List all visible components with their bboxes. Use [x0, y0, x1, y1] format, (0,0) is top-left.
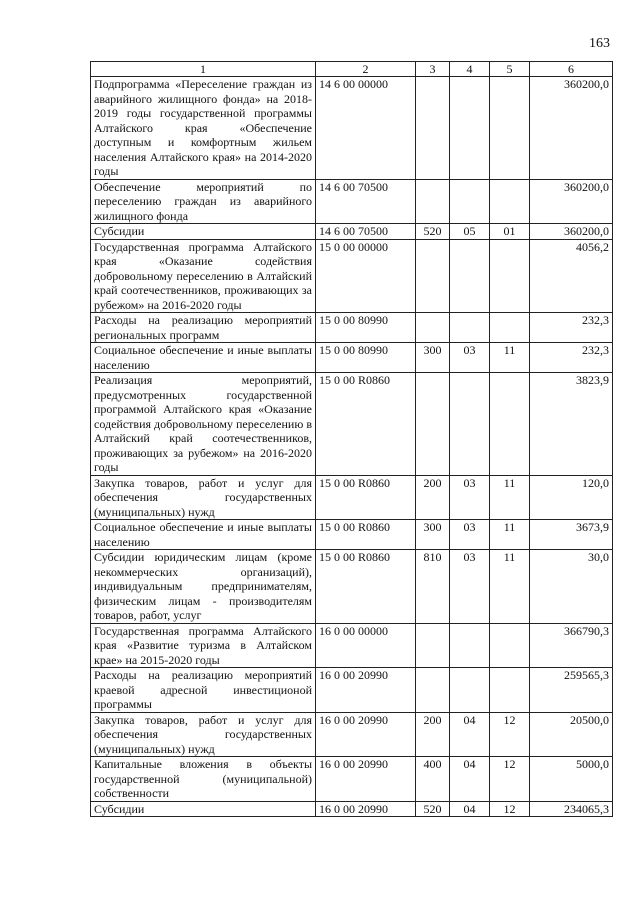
row-expense-type [416, 313, 450, 343]
row-amount: 30,0 [530, 550, 613, 624]
row-section [450, 239, 490, 313]
row-name: Субсидии [91, 801, 316, 817]
row-amount: 3823,9 [530, 373, 613, 476]
row-amount: 4056,2 [530, 239, 613, 313]
row-section: 04 [450, 712, 490, 757]
row-amount: 259565,3 [530, 668, 613, 713]
row-subsection [490, 668, 530, 713]
row-name: Закупка товаров, работ и услуг для обеспечения государственных (муниципальных) нужд [91, 475, 316, 520]
table-row [91, 550, 613, 624]
row-subsection: 11 [490, 343, 530, 373]
row-subsection: 11 [490, 550, 530, 624]
column-header-section: 4 [450, 62, 490, 77]
row-name: Социальное обеспечение и иные выплаты населению [91, 343, 316, 373]
row-section: 04 [450, 757, 490, 802]
row-expense-type [416, 179, 450, 224]
row-expense-type [416, 77, 450, 180]
row-expense-type: 200 [416, 475, 450, 520]
page-number: 163 [589, 36, 610, 51]
table-row [91, 475, 613, 520]
row-expense-type: 200 [416, 712, 450, 757]
row-subsection [490, 313, 530, 343]
row-code: 14 6 00 70500 [316, 224, 416, 240]
row-code: 15 0 00 80990 [316, 343, 416, 373]
row-name: Расходы на реализацию мероприятий краевой адресной инвестиционой программы [91, 668, 316, 713]
row-code: 14 6 00 00000 [316, 77, 416, 180]
column-header-code: 2 [316, 62, 416, 77]
row-expense-type: 810 [416, 550, 450, 624]
table-row [91, 239, 613, 313]
row-code: 16 0 00 00000 [316, 623, 416, 668]
budget-table [90, 61, 613, 817]
row-expense-type [416, 373, 450, 476]
row-section: 03 [450, 343, 490, 373]
row-code: 15 0 00 R0860 [316, 475, 416, 520]
row-subsection: 11 [490, 520, 530, 550]
row-subsection [490, 179, 530, 224]
row-amount: 360200,0 [530, 179, 613, 224]
row-name: Расходы на реализацию мероприятий региональных программ [91, 313, 316, 343]
table-row [91, 520, 613, 550]
row-code: 16 0 00 20990 [316, 801, 416, 817]
table-row [91, 623, 613, 668]
row-code: 15 0 00 80990 [316, 313, 416, 343]
row-subsection: 12 [490, 757, 530, 802]
row-amount: 360200,0 [530, 77, 613, 180]
row-subsection: 12 [490, 801, 530, 817]
row-section: 05 [450, 224, 490, 240]
column-header-amount: 6 [530, 62, 613, 77]
row-code: 15 0 00 R0860 [316, 550, 416, 624]
row-subsection [490, 373, 530, 476]
table-row [91, 757, 613, 802]
table-row [91, 373, 613, 476]
column-header-expense-type: 3 [416, 62, 450, 77]
row-expense-type: 300 [416, 520, 450, 550]
row-section [450, 313, 490, 343]
row-section [450, 179, 490, 224]
row-expense-type: 520 [416, 801, 450, 817]
table-row [91, 224, 613, 240]
row-code: 15 0 00 00000 [316, 239, 416, 313]
row-section: 04 [450, 801, 490, 817]
row-code: 16 0 00 20990 [316, 712, 416, 757]
row-amount: 120,0 [530, 475, 613, 520]
table-row [91, 712, 613, 757]
row-amount: 3673,9 [530, 520, 613, 550]
row-section [450, 77, 490, 180]
row-name: Субсидии юридическим лицам (кроме некоммерческих организаций), индивидуальным предпринимателям, физическим лицам - производителям товаров, работ, услуг [91, 550, 316, 624]
header-row [91, 62, 613, 77]
row-section [450, 668, 490, 713]
row-name: Капитальные вложения в объекты государственной (муниципальной) собственности [91, 757, 316, 802]
column-header-subsection: 5 [490, 62, 530, 77]
row-subsection [490, 239, 530, 313]
row-name: Государственная программа Алтайского края «Оказание содействия добровольному переселению в Алтайский край соотечественников, проживающих за рубежом» на 2016-2020 годы [91, 239, 316, 313]
row-code: 15 0 00 R0860 [316, 373, 416, 476]
table-row [91, 313, 613, 343]
row-name: Субсидии [91, 224, 316, 240]
row-amount: 232,3 [530, 343, 613, 373]
row-amount: 360200,0 [530, 224, 613, 240]
row-name: Социальное обеспечение и иные выплаты населению [91, 520, 316, 550]
row-name: Закупка товаров, работ и услуг для обеспечения государственных (муниципальных) нужд [91, 712, 316, 757]
row-expense-type [416, 623, 450, 668]
row-subsection [490, 77, 530, 180]
row-section: 03 [450, 520, 490, 550]
row-code: 14 6 00 70500 [316, 179, 416, 224]
row-expense-type [416, 668, 450, 713]
row-expense-type: 300 [416, 343, 450, 373]
row-expense-type: 400 [416, 757, 450, 802]
row-code: 16 0 00 20990 [316, 757, 416, 802]
row-amount: 366790,3 [530, 623, 613, 668]
row-code: 15 0 00 R0860 [316, 520, 416, 550]
row-amount: 232,3 [530, 313, 613, 343]
column-header-name: 1 [91, 62, 316, 77]
row-section [450, 623, 490, 668]
row-subsection: 01 [490, 224, 530, 240]
row-name: Государственная программа Алтайского края «Развитие туризма в Алтайском крае» на 2015-2020 годы [91, 623, 316, 668]
row-name: Обеспечение мероприятий по переселению граждан из аварийного жилищного фонда [91, 179, 316, 224]
row-amount: 5000,0 [530, 757, 613, 802]
row-name: Подпрограмма «Переселение граждан из аварийного жилищного фонда» на 2018-2019 годы государственной программы Алтайского края «Обеспечение доступным и комфортным жильем населения Алтайского края» на 2014-2020 годы [91, 77, 316, 180]
row-name: Реализация мероприятий, предусмотренных государственной программой Алтайского края «Оказание содействия добровольному переселению в Алтайский край соотечественников, проживающих за рубежом» на 2016-2020 годы [91, 373, 316, 476]
row-code: 16 0 00 20990 [316, 668, 416, 713]
row-subsection: 12 [490, 712, 530, 757]
table-row [91, 343, 613, 373]
row-section [450, 373, 490, 476]
row-subsection [490, 623, 530, 668]
row-amount: 20500,0 [530, 712, 613, 757]
table-row [91, 668, 613, 713]
row-expense-type [416, 239, 450, 313]
row-expense-type: 520 [416, 224, 450, 240]
table-row [91, 179, 613, 224]
row-subsection: 11 [490, 475, 530, 520]
table-row [91, 801, 613, 817]
row-amount: 234065,3 [530, 801, 613, 817]
row-section: 03 [450, 550, 490, 624]
row-section: 03 [450, 475, 490, 520]
table-row [91, 77, 613, 180]
